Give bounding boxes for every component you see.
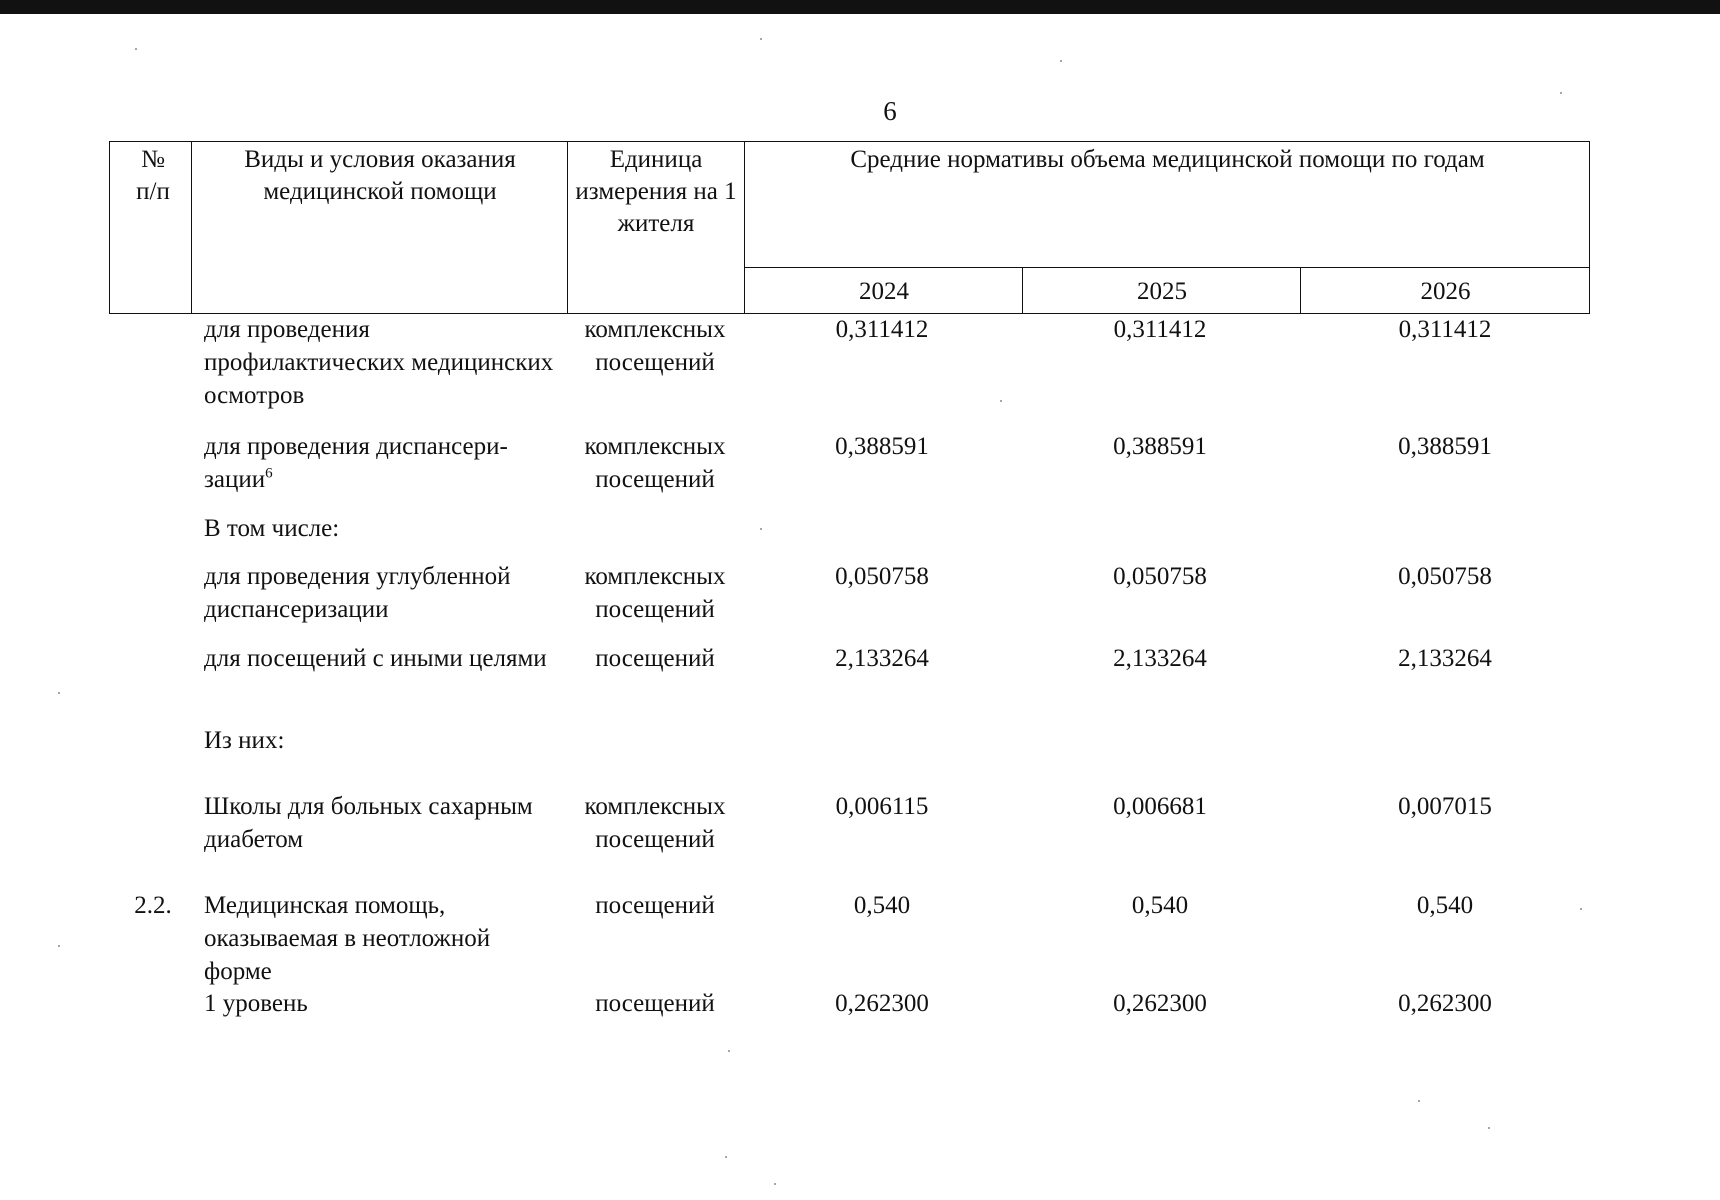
row-value-2024: 0,050758 [835, 563, 929, 590]
page-number: 6 [883, 96, 897, 126]
row-kind: Школы для больных сахарным диабетом [204, 793, 533, 853]
row-value-2026: 0,007015 [1398, 793, 1492, 820]
row-kind-text: для проведения диспансери-зации [204, 433, 508, 493]
row-kind [204, 430, 564, 496]
scan-speck [728, 1050, 730, 1052]
row-value-2026: 0,540 [1416, 892, 1474, 919]
row-value-2025: 0,311412 [1113, 316, 1207, 343]
row-value-2024: 0,262300 [835, 990, 929, 1017]
scan-speck [58, 692, 60, 694]
row-value-2025: 0,006681 [1113, 793, 1207, 820]
row-value-2024: 0,540 [853, 892, 911, 919]
scan-speck [725, 1156, 727, 1158]
row-value-2024: 2,133264 [835, 645, 929, 672]
row-value-2026: 0,311412 [1398, 316, 1492, 343]
row-unit: комплексных посещений [584, 433, 726, 493]
row-value-2025: 0,388591 [1113, 433, 1207, 460]
row-value-2024: 0,311412 [835, 316, 929, 343]
scan-speck [760, 528, 762, 530]
scan-speck [1418, 1100, 1420, 1102]
row-value-2026: 0,388591 [1398, 433, 1492, 460]
row-value-2025: 0,050758 [1113, 563, 1207, 590]
row-unit: посещений [595, 645, 715, 672]
header-year-2024: 2024 [859, 278, 909, 305]
row-unit: посещений [595, 892, 715, 919]
row-value-2024: 0,388591 [835, 433, 929, 460]
row-value-2025: 0,262300 [1113, 990, 1207, 1017]
scan-speck [135, 48, 137, 50]
row-kind: Медицинская помощь, оказываемая в неотложной форме [204, 892, 491, 985]
row-value-2024: 0,006115 [835, 793, 929, 820]
row-value-2025: 0,540 [1131, 892, 1189, 919]
header-num: № п/п [136, 146, 170, 205]
row-value-2026: 2,133264 [1398, 645, 1492, 672]
header-year-2026: 2026 [1420, 278, 1471, 305]
scan-speck [760, 38, 762, 40]
scan-top-edge [0, 0, 1720, 14]
header-unit: Единица измерения на 1 жителя [575, 146, 737, 237]
scan-speck [58, 945, 60, 947]
header-kind: Виды и условия оказания медицинской помощи [244, 146, 516, 205]
table-header [109, 141, 1590, 314]
row-unit: комплексных посещений [584, 563, 726, 623]
header-divider [1300, 267, 1301, 313]
scan-speck [1560, 92, 1562, 94]
header-divider [567, 142, 568, 313]
row-kind: В том числе: [204, 515, 340, 542]
row-kind: 1 уровень [204, 990, 308, 1017]
row-value-2026: 0,050758 [1398, 563, 1492, 590]
row-unit: посещений [595, 990, 715, 1017]
header-divider [744, 142, 745, 313]
header-divider [191, 142, 192, 313]
row-kind: для посещений с иными целями [204, 645, 547, 672]
scan-speck [1488, 1127, 1490, 1129]
scan-speck [1060, 60, 1062, 62]
header-year-2025: 2025 [1137, 278, 1187, 305]
row-num: 2.2. [134, 892, 172, 919]
row-kind: для проведения профилактических медицинских осмотров [204, 316, 554, 409]
row-kind: Из них: [204, 727, 285, 754]
row-kind: для проведения углубленной диспансеризации [204, 563, 511, 623]
scan-speck [1000, 400, 1002, 402]
footnote-marker: 6 [265, 465, 273, 482]
row-value-2025: 2,133264 [1113, 645, 1207, 672]
header-norms: Средние нормативы объема медицинской помощи по годам [850, 146, 1485, 173]
scan-speck [774, 1183, 776, 1185]
row-unit: комплексных посещений [584, 316, 726, 376]
row-unit: комплексных посещений [584, 793, 726, 853]
row-value-2026: 0,262300 [1398, 990, 1492, 1017]
header-divider [744, 267, 1589, 268]
header-divider [1022, 267, 1023, 313]
scan-speck [1580, 908, 1582, 910]
